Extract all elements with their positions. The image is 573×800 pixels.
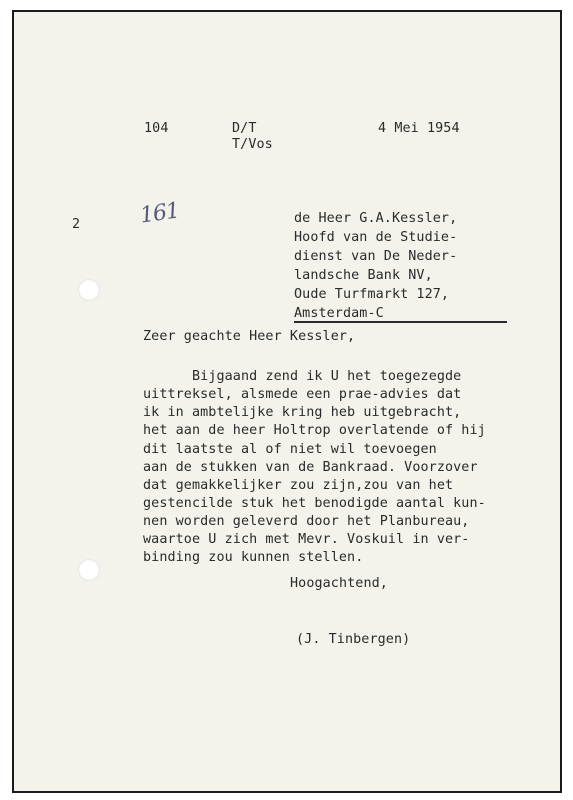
punch-hole-top <box>78 279 100 301</box>
address-underline <box>294 321 507 323</box>
handwritten-note: 161 <box>138 198 181 229</box>
recipient-line: Hoofd van de Studie- <box>294 230 458 245</box>
body-line: nen worden geleverd door het Planbureau, <box>143 514 470 529</box>
reference-number: 104 <box>144 121 169 136</box>
body-line: gestencilde stuk het benodigde aantal kun- <box>143 496 486 511</box>
body-line: aan de stukken van de Bankraad. Voorzover <box>143 460 478 475</box>
closing: Hoogachtend, <box>290 576 388 591</box>
body-line: waartoe U zich met Mevr. Voskuil in ver- <box>143 532 470 547</box>
reference-code-1: D/T <box>232 121 257 136</box>
punch-hole-bottom <box>78 559 100 581</box>
body-line: ik in ambtelijke kring heb uitgebracht, <box>143 405 462 420</box>
body-line: dit laatste al of niet wil toevoegen <box>143 442 437 457</box>
signature: (J. Tinbergen) <box>296 632 411 647</box>
recipient-line: de Heer G.A.Kessler, <box>294 211 458 226</box>
salutation: Zeer geachte Heer Kessler, <box>143 329 356 344</box>
body-line: het aan de heer Holtrop overlatende of hij <box>143 423 486 438</box>
recipient-line: Oude Turfmarkt 127, <box>294 287 450 302</box>
recipient-line: dienst van De Neder- <box>294 249 458 264</box>
body-line: Bijgaand zend ik U het toegezegde <box>192 369 462 384</box>
reference-code-2: T/Vos <box>232 137 273 152</box>
letter-date: 4 Mei 1954 <box>378 121 460 136</box>
body-line: binding zou kunnen stellen. <box>143 550 364 565</box>
body-line: uittreksel, alsmede een prae-advies dat <box>143 387 462 402</box>
recipient-line: landsche Bank NV, <box>294 268 433 283</box>
recipient-city: Amsterdam-C <box>294 306 384 321</box>
body-line: dat gemakkelijker zou zijn,zou van het <box>143 478 454 493</box>
page-mark: 2 <box>72 217 81 232</box>
